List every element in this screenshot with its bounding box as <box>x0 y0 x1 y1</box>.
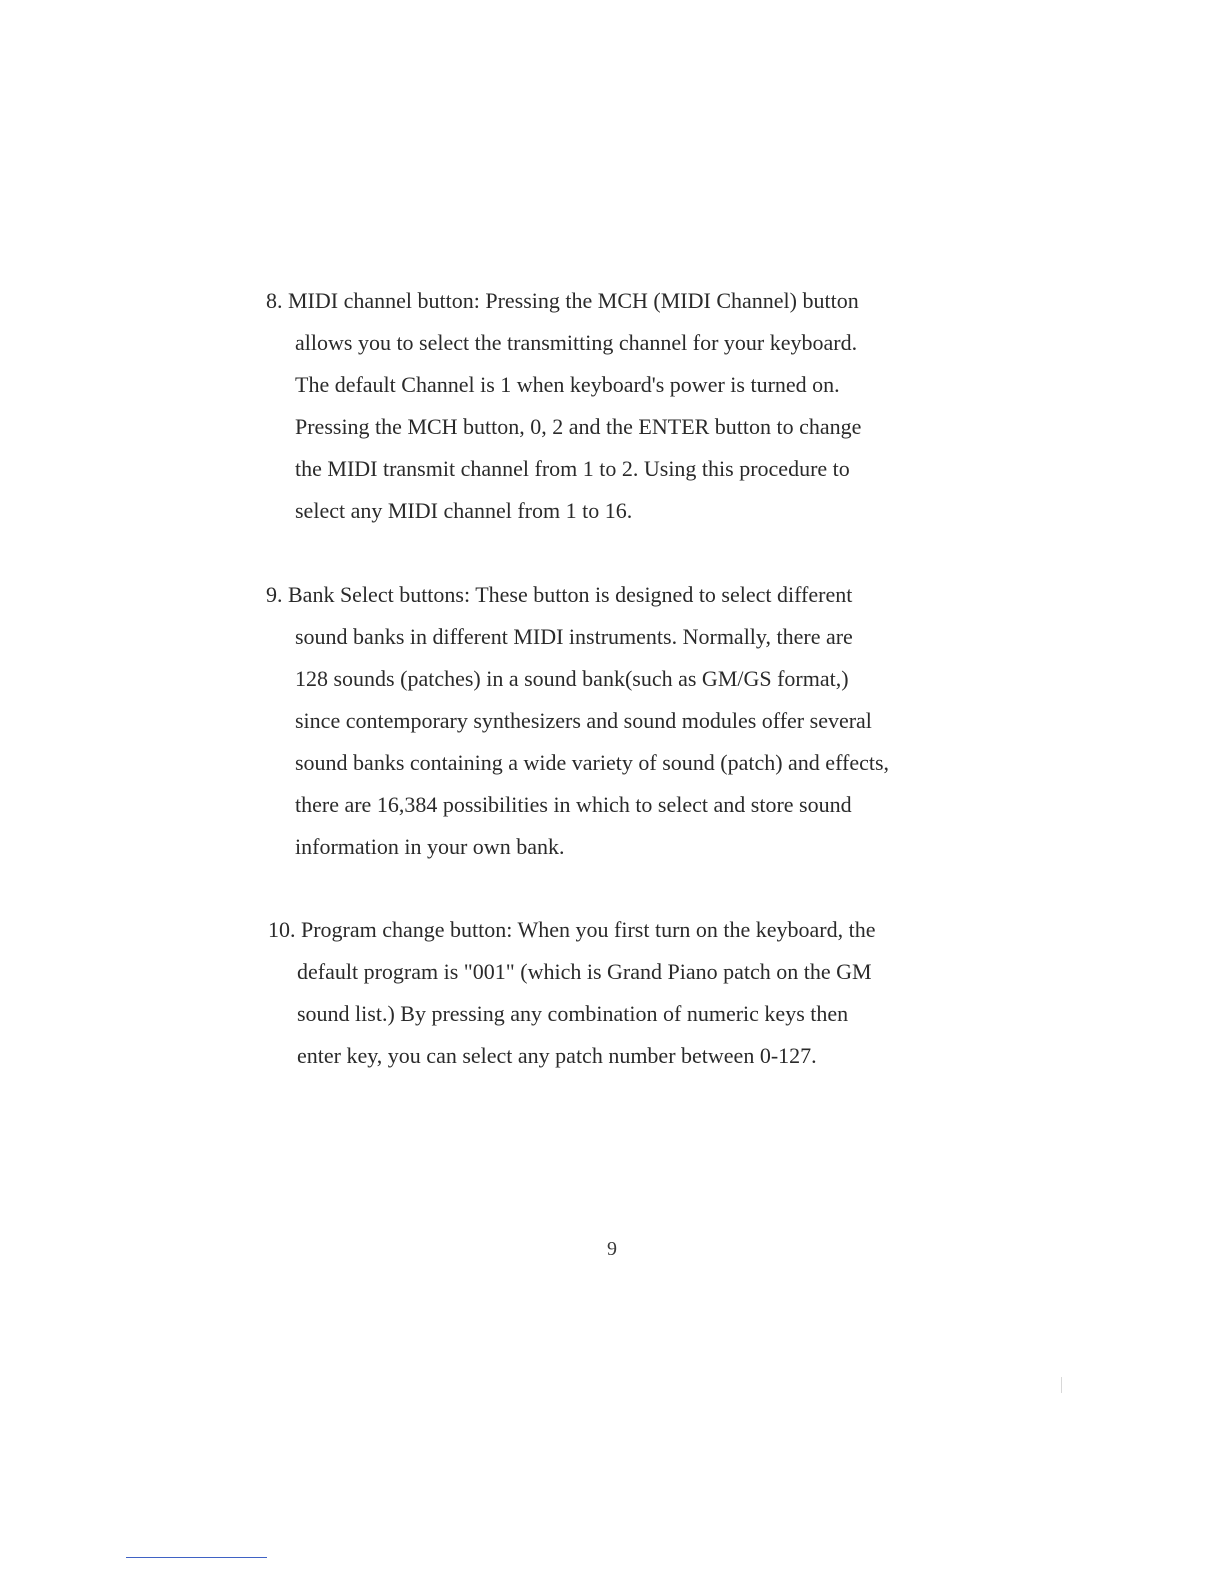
item-9-line-2: sound banks in different MIDI instruments. Normally, there are <box>295 624 853 649</box>
item-9-bank-select-buttons <box>266 574 966 868</box>
item-8-line-3: The default Channel is 1 when keyboard's power is turned on. <box>295 372 840 397</box>
item-9-line-6: there are 16,384 possibilities in which to select and store sound <box>295 792 852 817</box>
item-8-line-5: the MIDI transmit channel from 1 to 2. Using this procedure to <box>295 456 850 481</box>
footer-rule <box>126 1557 267 1558</box>
item-9-line-7: information in your own bank. <box>295 834 565 859</box>
item-10-line-4: enter key, you can select any patch number between 0-127. <box>297 1043 817 1068</box>
item-8-line-6: select any MIDI channel from 1 to 16. <box>295 498 633 523</box>
item-9-line-3: 128 sounds (patches) in a sound bank(such as GM/GS format,) <box>295 666 849 691</box>
item-10-line-2: default program is "001" (which is Grand Piano patch on the GM <box>297 959 872 984</box>
item-10-line-1: 10. Program change button: When you first turn on the keyboard, the <box>268 917 876 942</box>
page-number: 9 <box>607 1238 617 1260</box>
item-9-line-1: 9. Bank Select buttons: These button is designed to select different <box>266 582 853 607</box>
item-8-midi-channel-button <box>266 280 966 532</box>
scan-artifact-mark <box>1061 1377 1062 1393</box>
item-10-program-change-button <box>268 909 968 1077</box>
item-9-line-4: since contemporary synthesizers and sound modules offer several <box>295 708 872 733</box>
item-9-line-5: sound banks containing a wide variety of sound (patch) and effects, <box>295 750 890 775</box>
item-8-line-2: allows you to select the transmitting channel for your keyboard. <box>295 330 858 355</box>
item-8-line-1: 8. MIDI channel button: Pressing the MCH (MIDI Channel) button <box>266 288 859 313</box>
item-8-line-4: Pressing the MCH button, 0, 2 and the ENTER button to change <box>295 414 862 439</box>
item-10-line-3: sound list.) By pressing any combination of numeric keys then <box>297 1001 849 1026</box>
